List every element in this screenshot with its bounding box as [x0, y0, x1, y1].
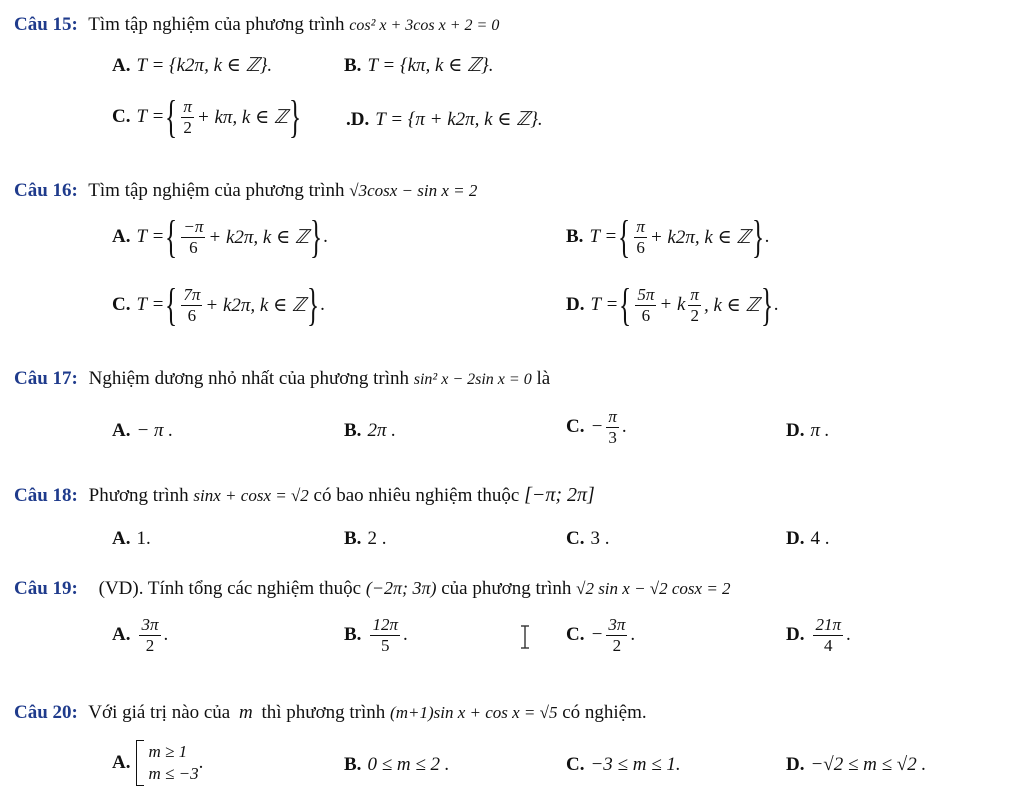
- question-18-text: Câu 18: Phương trình sinx + cosx = √2 có bao nhiêu nghiệm thuộc [−π; 2π]: [14, 484, 595, 506]
- option-a[interactable]: A. − π .: [112, 420, 174, 441]
- option-b[interactable]: B. 0 ≤ m ≤ 2 .: [344, 754, 450, 775]
- option-a[interactable]: A. 1.: [112, 528, 151, 549]
- question-19-text: Câu 19: (VD). Tính tổng các nghiệm thuộc (−2π; 3π) của phương trình √2 sin x − √2 cosx = 2: [14, 578, 731, 599]
- option-a[interactable]: A. T = { $\frac{-\pi}{6}$ + k2π, k ∈ ℤ } .: [112, 211, 328, 262]
- question-16-text: Câu 16: Tìm tập nghiệm của phương trình √3cosx − sin x = 2: [14, 180, 478, 201]
- text-cursor-icon: [520, 624, 530, 650]
- option-c[interactable]: C. T = { $\frac{7\pi}{6}$ + k2π, k ∈ ℤ } .: [112, 279, 325, 330]
- option-d[interactable]: D. T = { $\frac{5\pi}{6}$ + k $\frac{\pi}{2}$ , k ∈ ℤ } .: [566, 279, 779, 330]
- difficulty-tag: (VD).: [98, 578, 144, 599]
- option-b[interactable]: B. T = { $\frac{\pi}{6}$ + k2π, k ∈ ℤ } .: [566, 211, 770, 262]
- option-b[interactable]: B. $\frac{12\pi}{5}$ .: [344, 615, 408, 655]
- option-c[interactable]: C. T = { $\frac{\pi}{2}$ + kπ, k ∈ ℤ }: [112, 91, 302, 142]
- option-c[interactable]: C. − $\frac{\pi}{3}$ .: [566, 407, 627, 447]
- option-d[interactable]: .D. T = {π + k2π, k ∈ ℤ}.: [346, 108, 543, 130]
- option-c[interactable]: C. −3 ≤ m ≤ 1.: [566, 754, 681, 775]
- question-15-text: Câu 15: Tìm tập nghiệm của phương trình cos² x + 3cos x + 2 = 0: [14, 14, 500, 35]
- option-d[interactable]: D. $\frac{21\pi}{4}$ .: [786, 615, 851, 655]
- equation: (m+1)sin x + cos x = √5: [390, 703, 558, 722]
- equation: cos² x + 3cos x + 2 = 0: [349, 17, 500, 34]
- question-number: Câu 15:: [14, 14, 78, 35]
- equation: sinx + cosx = √2: [193, 486, 309, 505]
- equation: √2 sin x − √2 cosx = 2: [576, 579, 731, 598]
- option-a[interactable]: A. m ≥ 1 m ≤ −3 .: [112, 740, 203, 786]
- option-b[interactable]: B. 2π .: [344, 420, 396, 441]
- interval: (−2π; 3π): [365, 578, 437, 598]
- option-d[interactable]: D. −√2 ≤ m ≤ √2 .: [786, 754, 927, 775]
- interval: [−π; 2π]: [524, 484, 595, 506]
- question-20-text: Câu 20: Với giá trị nào của m thì phương trình (m+1)sin x + cos x = √5 có nghiệm.: [14, 702, 647, 723]
- option-c[interactable]: C. 3 .: [566, 528, 610, 549]
- option-d[interactable]: D. π .: [786, 420, 830, 441]
- option-a[interactable]: A. T = {k2π, k ∈ ℤ}.: [112, 54, 273, 76]
- option-c[interactable]: C. − $\frac{3\pi}{2}$ .: [566, 615, 636, 655]
- option-d[interactable]: D. 4 .: [786, 528, 830, 549]
- equation: √3cosx − sin x = 2: [349, 181, 478, 200]
- equation: sin² x − 2sin x = 0: [413, 371, 532, 388]
- option-b[interactable]: B. T = {kπ, k ∈ ℤ}.: [344, 54, 494, 76]
- question-17-text: Câu 17: Nghiệm dương nhỏ nhất của phương trình sin² x − 2sin x = 0 là: [14, 368, 551, 389]
- option-b[interactable]: B. 2 .: [344, 528, 387, 549]
- option-a[interactable]: A. $\frac{3\pi}{2}$ .: [112, 615, 169, 655]
